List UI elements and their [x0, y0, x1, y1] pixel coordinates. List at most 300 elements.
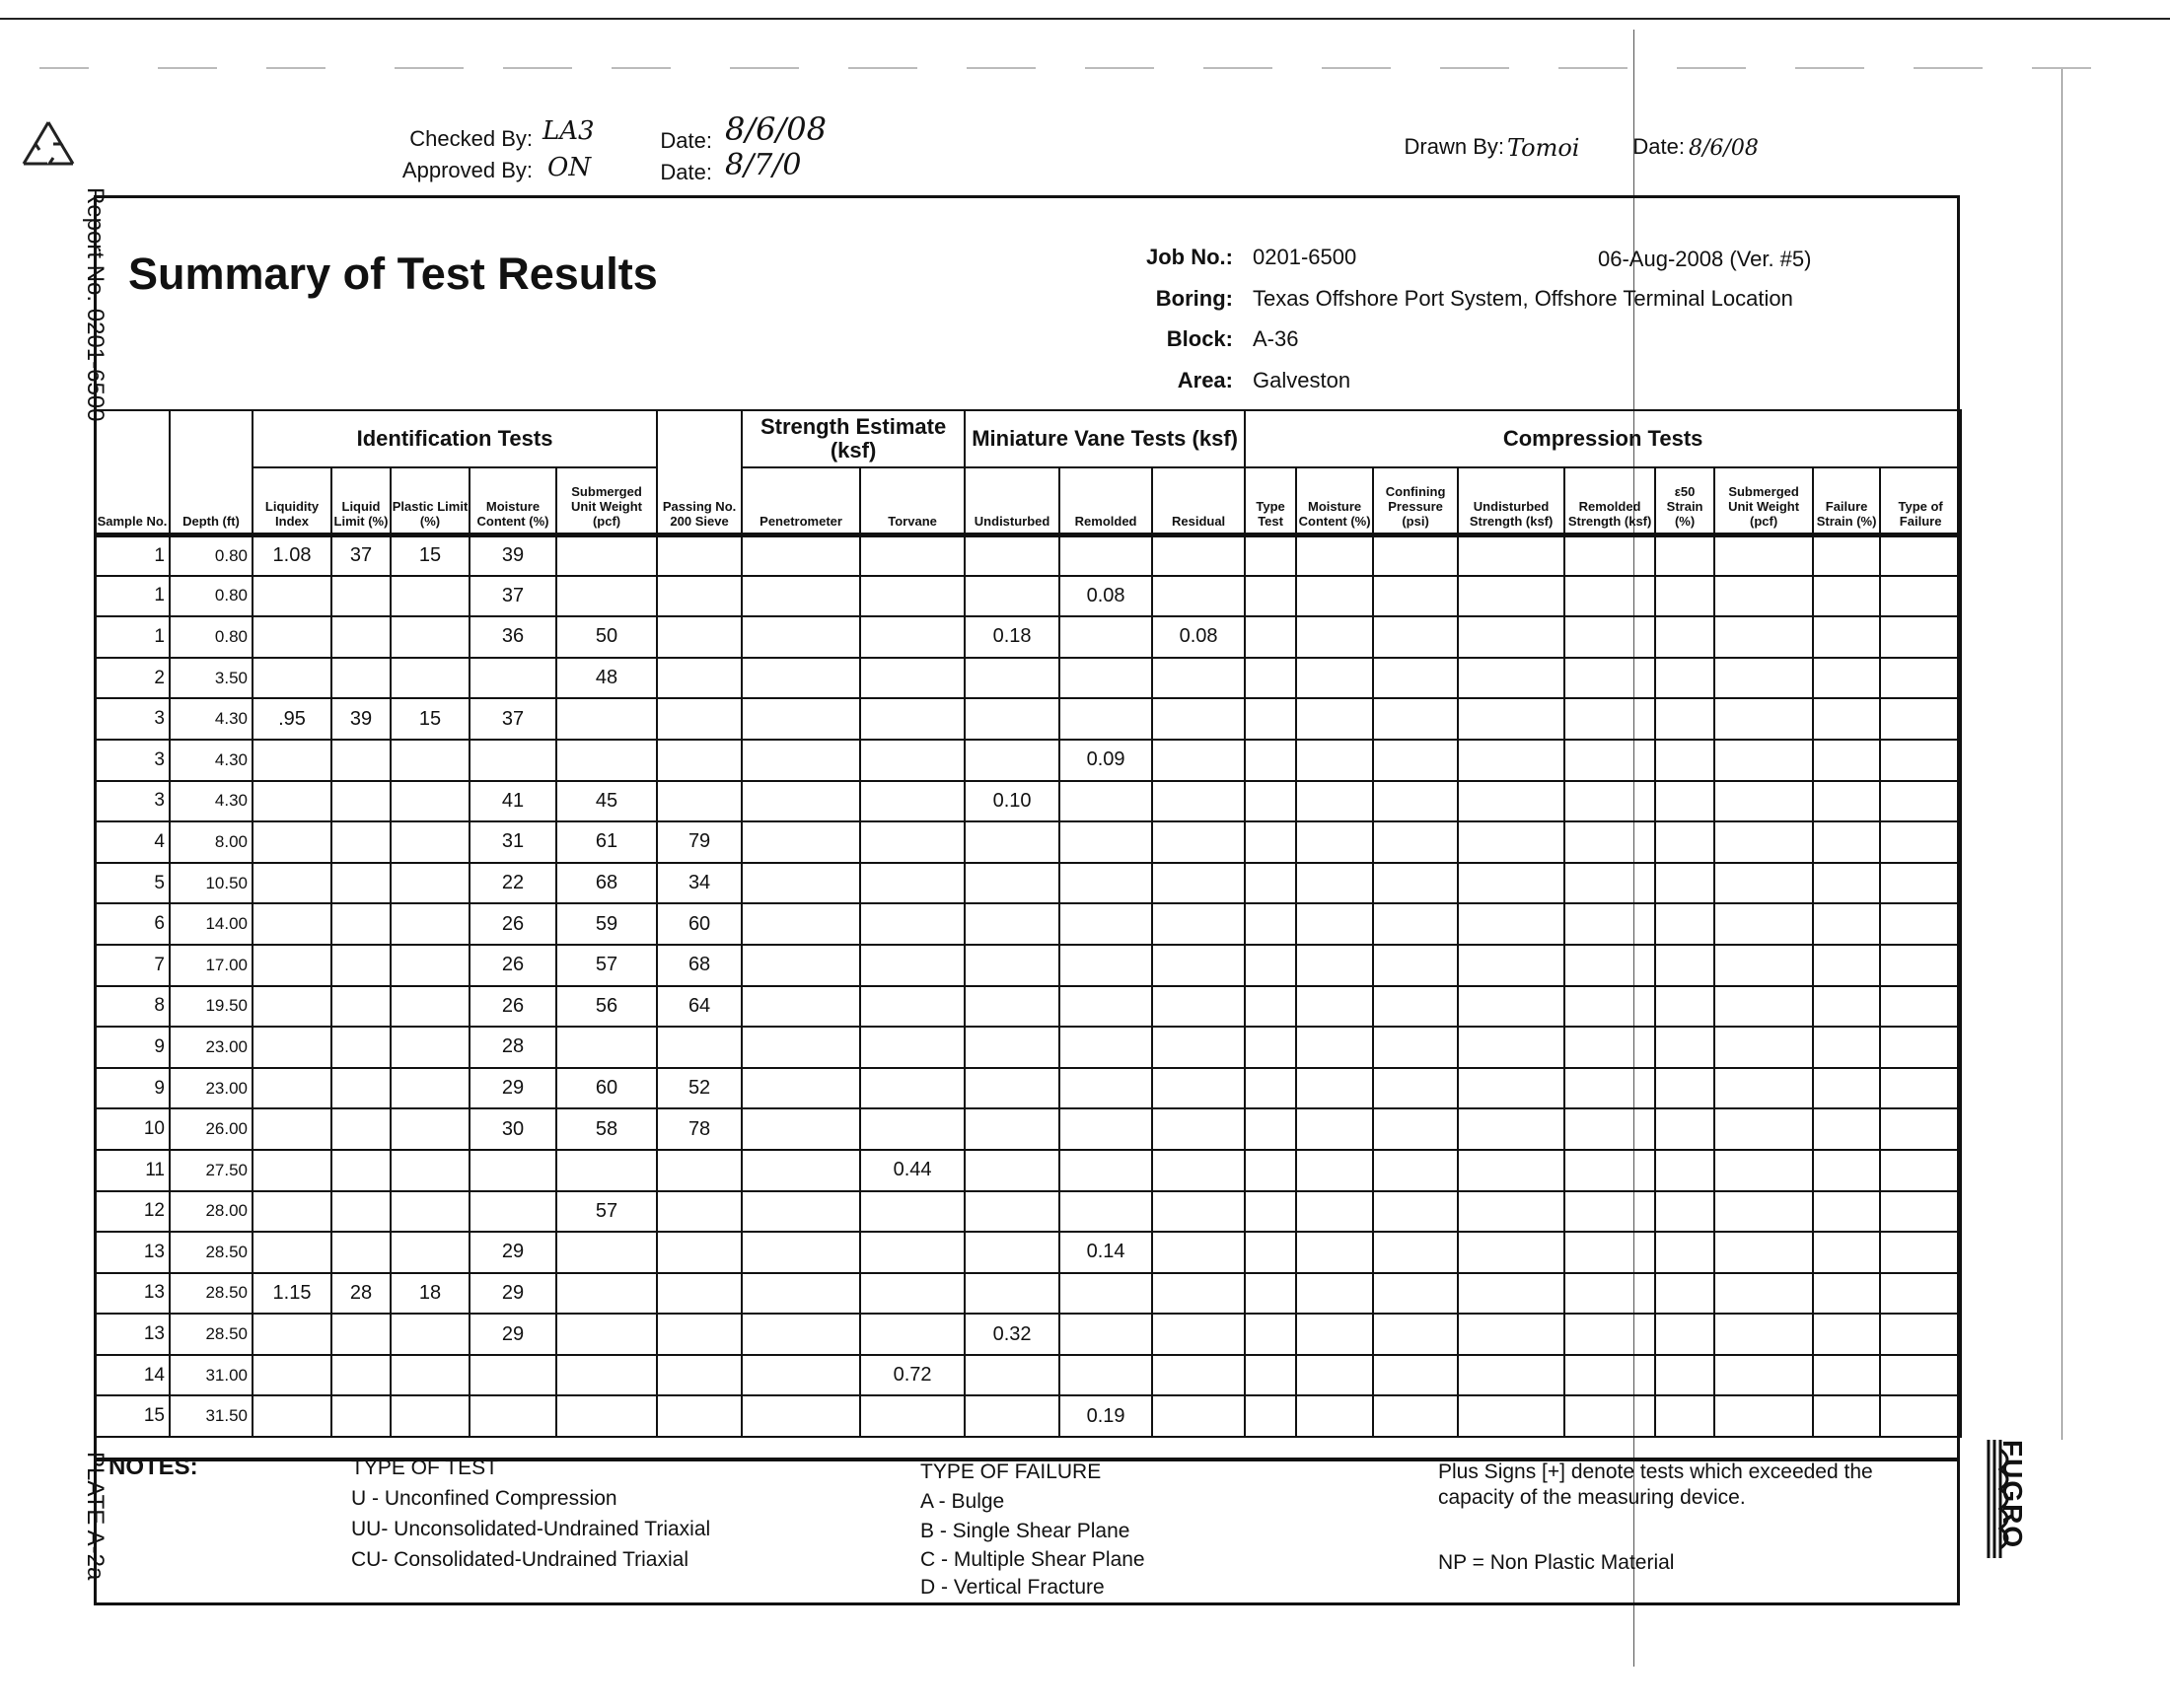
table-cell [1458, 1355, 1564, 1396]
table-cell [1373, 616, 1458, 658]
table-cell [1813, 903, 1880, 945]
table-cell: 59 [556, 903, 657, 945]
table-cell [965, 1108, 1059, 1150]
table-cell [1564, 1273, 1655, 1315]
table-row [95, 1068, 1961, 1109]
table-cell: 28.00 [170, 1191, 253, 1233]
table-row [95, 1108, 1961, 1150]
table-cell: 0.32 [965, 1314, 1059, 1355]
table-cell: 1 [95, 576, 170, 617]
table-cell: 0.14 [1059, 1232, 1152, 1273]
table-cell [1564, 616, 1655, 658]
table-cell: 9 [95, 1068, 170, 1109]
approved-by-label: Approved By: [401, 158, 533, 182]
table-cell: 28 [331, 1273, 391, 1315]
table-cell [1373, 1232, 1458, 1273]
table-cell [1714, 1273, 1813, 1315]
table-cell [1458, 945, 1564, 986]
table-cell: 2 [95, 658, 170, 699]
table-cell [253, 781, 331, 822]
table-cell [1296, 1027, 1373, 1068]
table-cell [1655, 821, 1714, 863]
table-cell [1880, 781, 1961, 822]
table-cell [1245, 781, 1296, 822]
table-cell [1880, 1355, 1961, 1396]
table-row [95, 1395, 1961, 1437]
table-cell [331, 740, 391, 781]
table-cell [1458, 1273, 1564, 1315]
table-cell [1245, 1068, 1296, 1109]
table-cell [1714, 903, 1813, 945]
table-cell [1373, 781, 1458, 822]
table-cell [1458, 821, 1564, 863]
table-cell [657, 740, 742, 781]
job-no-label: Job No.: [1146, 245, 1233, 269]
table-cell [1655, 1068, 1714, 1109]
table-cell: 28.50 [170, 1232, 253, 1273]
table-cell: 15 [391, 698, 470, 740]
table-cell [1059, 1273, 1152, 1315]
table-cell: 13 [95, 1314, 170, 1355]
plus-signs-note: Plus Signs [+] denote tests which exceeded the capacity of the measuring device. [1438, 1460, 1873, 1509]
table-cell [1373, 740, 1458, 781]
table-cell [1296, 658, 1373, 699]
table-cell [1880, 863, 1961, 904]
table-cell [965, 576, 1059, 617]
table-cell [1152, 1314, 1245, 1355]
col-header-penetrometer: Penetrometer [742, 467, 860, 534]
table-cell: 79 [657, 821, 742, 863]
table-cell [1373, 658, 1458, 699]
table-cell: 28.50 [170, 1314, 253, 1355]
table-cell [253, 576, 331, 617]
table-cell [331, 781, 391, 822]
table-cell: 29 [470, 1314, 556, 1355]
group-compression-tests: Compression Tests [1245, 410, 1961, 467]
table-cell: 41 [470, 781, 556, 822]
table-cell [556, 1355, 657, 1396]
table-cell: 68 [657, 945, 742, 986]
table-cell [1373, 945, 1458, 986]
table-cell [1373, 1150, 1458, 1191]
group-miniature-vane-tests: Miniature Vane Tests (ksf) [965, 410, 1245, 467]
table-cell: 29 [470, 1068, 556, 1109]
table-row [95, 1314, 1961, 1355]
table-cell [1813, 576, 1880, 617]
table-cell [1714, 1395, 1813, 1437]
table-cell [742, 1395, 860, 1437]
table-cell [253, 1027, 331, 1068]
table-cell [1714, 945, 1813, 986]
table-cell [657, 1191, 742, 1233]
table-cell [1373, 1108, 1458, 1150]
table-row [95, 781, 1961, 822]
table-cell [391, 1395, 470, 1437]
table-cell: .95 [253, 698, 331, 740]
table-cell [556, 1395, 657, 1437]
table-cell [1296, 1395, 1373, 1437]
table-cell [860, 1068, 965, 1109]
table-cell [1655, 1191, 1714, 1233]
table-cell [253, 1191, 331, 1233]
table-cell [1059, 658, 1152, 699]
table-cell [1564, 1395, 1655, 1437]
table-cell [860, 821, 965, 863]
table-cell [1296, 576, 1373, 617]
table-cell [1880, 1027, 1961, 1068]
table-cell [1245, 534, 1296, 576]
table-cell [391, 781, 470, 822]
table-cell: 8.00 [170, 821, 253, 863]
table-cell [965, 1191, 1059, 1233]
block-label: Block: [1166, 326, 1233, 351]
table-cell [1296, 698, 1373, 740]
table-cell: 4.30 [170, 698, 253, 740]
date-label-2: Date: [660, 160, 712, 184]
table-cell [253, 1232, 331, 1273]
table-cell: 1.15 [253, 1273, 331, 1315]
table-cell [965, 534, 1059, 576]
table-cell [1245, 863, 1296, 904]
table-cell [1564, 1150, 1655, 1191]
table-cell: 13 [95, 1273, 170, 1315]
top-rule [0, 18, 2170, 20]
table-cell [1880, 1273, 1961, 1315]
table-cell [1152, 903, 1245, 945]
table-cell: 0.44 [860, 1150, 965, 1191]
table-cell [556, 698, 657, 740]
table-cell [331, 1395, 391, 1437]
table-cell [253, 658, 331, 699]
table-cell: 15 [95, 1395, 170, 1437]
table-row [95, 863, 1961, 904]
table-cell: 50 [556, 616, 657, 658]
table-cell [1655, 658, 1714, 699]
table-cell [742, 1314, 860, 1355]
table-cell [1296, 1150, 1373, 1191]
table-cell [860, 1191, 965, 1233]
table-cell [1296, 1355, 1373, 1396]
table-cell [965, 1232, 1059, 1273]
table-cell: 22 [470, 863, 556, 904]
table-cell [1564, 821, 1655, 863]
table-cell: 26 [470, 986, 556, 1028]
date-value-3: 8/6/08 [1689, 136, 1759, 161]
table-cell [1059, 863, 1152, 904]
table-cell [1373, 1068, 1458, 1109]
table-cell [1880, 1068, 1961, 1109]
table-cell: 52 [657, 1068, 742, 1109]
table-cell [860, 1314, 965, 1355]
table-cell [965, 945, 1059, 986]
table-cell: 0.18 [965, 616, 1059, 658]
table-cell [1296, 781, 1373, 822]
date-label-3: Date: [1632, 134, 1685, 159]
table-cell [1245, 1232, 1296, 1273]
table-cell [1813, 821, 1880, 863]
table-cell [391, 821, 470, 863]
table-cell: 58 [556, 1108, 657, 1150]
table-cell [860, 1027, 965, 1068]
table-cell [1813, 1150, 1880, 1191]
table-cell [1714, 740, 1813, 781]
notes-title: NOTES: [108, 1454, 198, 1480]
table-cell [860, 986, 965, 1028]
table-cell [1458, 534, 1564, 576]
table-cell [1880, 903, 1961, 945]
table-cell: 3.50 [170, 658, 253, 699]
table-cell [253, 903, 331, 945]
table-cell [331, 903, 391, 945]
table-cell: 45 [556, 781, 657, 822]
table-cell [657, 1314, 742, 1355]
table-cell [1373, 903, 1458, 945]
table-cell [1564, 1108, 1655, 1150]
table-cell [1152, 1232, 1245, 1273]
table-cell [1373, 863, 1458, 904]
table-row [95, 1355, 1961, 1396]
table-cell [1655, 781, 1714, 822]
table-cell [1458, 863, 1564, 904]
col-header-comp-submerged-unit-weight: Submerged Unit Weight (pcf) [1714, 467, 1813, 534]
table-cell [657, 1232, 742, 1273]
table-cell: 0.80 [170, 576, 253, 617]
table-cell [391, 945, 470, 986]
table-cell [742, 1108, 860, 1150]
table-cell [470, 1191, 556, 1233]
table-column-header-row [95, 467, 1961, 534]
table-cell [965, 821, 1059, 863]
table-cell [965, 658, 1059, 699]
table-cell [1152, 1027, 1245, 1068]
table-cell: 78 [657, 1108, 742, 1150]
area-value: Galveston [1253, 368, 1351, 392]
type-of-failure-item: B - Single Shear Plane [920, 1520, 1130, 1542]
table-cell [470, 658, 556, 699]
table-cell [1655, 534, 1714, 576]
table-cell [1296, 740, 1373, 781]
table-cell [1564, 1314, 1655, 1355]
table-cell [742, 863, 860, 904]
table-cell [860, 658, 965, 699]
table-cell [1880, 698, 1961, 740]
table-cell: 68 [556, 863, 657, 904]
table-cell [1714, 1314, 1813, 1355]
table-cell [657, 658, 742, 699]
table-cell [1152, 1273, 1245, 1315]
table-cell [1880, 576, 1961, 617]
table-cell [1059, 1068, 1152, 1109]
table-cell [1880, 945, 1961, 986]
table-cell [391, 1068, 470, 1109]
group-identification-tests: Identification Tests [253, 410, 657, 467]
date-value-1: 8/6/08 [725, 110, 827, 148]
table-cell [657, 1355, 742, 1396]
table-cell: 8 [95, 986, 170, 1028]
col-header-passing-200: Passing No. 200 Sieve [657, 410, 742, 534]
job-no-value: 0201-6500 [1253, 245, 1357, 269]
table-cell [860, 1273, 965, 1315]
table-cell [1059, 1314, 1152, 1355]
date-version: 06-Aug-2008 (Ver. #5) [1598, 247, 1812, 271]
table-cell [860, 945, 965, 986]
table-cell: 34 [657, 863, 742, 904]
table-cell: 0.10 [965, 781, 1059, 822]
table-cell [1458, 1232, 1564, 1273]
table-cell [253, 863, 331, 904]
table-cell [657, 698, 742, 740]
table-cell [742, 1232, 860, 1273]
table-cell [860, 698, 965, 740]
boring-value: Texas Offshore Port System, Offshore Terminal Location [1253, 286, 1793, 311]
table-row [95, 1150, 1961, 1191]
table-cell: 37 [331, 534, 391, 576]
table-cell [1813, 616, 1880, 658]
table-cell [1152, 863, 1245, 904]
table-cell [1296, 534, 1373, 576]
table-cell [1813, 1232, 1880, 1273]
table-cell [1714, 781, 1813, 822]
table-cell: 36 [470, 616, 556, 658]
table-cell [391, 986, 470, 1028]
table-cell [1655, 1108, 1714, 1150]
table-cell [331, 945, 391, 986]
table-cell [391, 1191, 470, 1233]
table-cell: 61 [556, 821, 657, 863]
table-cell [657, 1395, 742, 1437]
table-cell [860, 576, 965, 617]
type-of-failure-title: TYPE OF FAILURE [920, 1460, 1102, 1483]
table-cell [1655, 1355, 1714, 1396]
table-cell [470, 740, 556, 781]
table-cell [1655, 740, 1714, 781]
col-header-remolded: Remolded [1059, 467, 1152, 534]
type-of-test-title: TYPE OF TEST [351, 1457, 498, 1479]
table-cell [1813, 740, 1880, 781]
table-cell [1458, 576, 1564, 617]
type-of-test-item: UU- Unconsolidated-Undrained Triaxial [351, 1518, 711, 1540]
table-row [95, 1191, 1961, 1233]
table-cell [1373, 576, 1458, 617]
table-cell [860, 1395, 965, 1437]
table-cell [1458, 1314, 1564, 1355]
table-cell [1245, 1108, 1296, 1150]
table-cell: 13 [95, 1232, 170, 1273]
table-cell [1813, 534, 1880, 576]
table-cell [391, 863, 470, 904]
table-cell [1880, 986, 1961, 1028]
table-cell [657, 576, 742, 617]
table-cell [1813, 781, 1880, 822]
table-cell [331, 1027, 391, 1068]
table-cell [1655, 1150, 1714, 1191]
col-header-type-test: Type Test [1245, 467, 1296, 534]
table-cell [1880, 616, 1961, 658]
table-cell [1655, 863, 1714, 904]
table-cell [965, 986, 1059, 1028]
table-cell [1813, 1191, 1880, 1233]
table-group-header-row [95, 410, 1961, 467]
table-row [95, 616, 1961, 658]
table-cell [331, 1314, 391, 1355]
table-cell [1296, 863, 1373, 904]
table-cell: 10 [95, 1108, 170, 1150]
table-row [95, 1273, 1961, 1315]
table-cell [1880, 1150, 1961, 1191]
table-cell [1714, 1355, 1813, 1396]
table-cell [1373, 1355, 1458, 1396]
table-cell [1714, 616, 1813, 658]
table-cell: 23.00 [170, 1027, 253, 1068]
table-cell [1296, 616, 1373, 658]
table-cell [556, 1273, 657, 1315]
table-cell: 9 [95, 1027, 170, 1068]
col-header-type-of-failure: Type of Failure [1880, 467, 1961, 534]
table-cell: 12 [95, 1191, 170, 1233]
table-cell [742, 616, 860, 658]
table-cell: 0.72 [860, 1355, 965, 1396]
table-cell [1152, 740, 1245, 781]
table-cell [1655, 1273, 1714, 1315]
table-row [95, 698, 1961, 740]
table-cell: 0.19 [1059, 1395, 1152, 1437]
table-cell [1152, 1395, 1245, 1437]
table-cell: 14.00 [170, 903, 253, 945]
table-row [95, 986, 1961, 1028]
table-cell: 10.50 [170, 863, 253, 904]
table-cell [1152, 781, 1245, 822]
table-cell: 60 [556, 1068, 657, 1109]
table-cell [1655, 1314, 1714, 1355]
table-cell [1296, 1191, 1373, 1233]
table-cell: 15 [391, 534, 470, 576]
table-row [95, 945, 1961, 986]
table-cell: 18 [391, 1273, 470, 1315]
table-cell [391, 740, 470, 781]
table-cell [965, 903, 1059, 945]
table-cell [391, 616, 470, 658]
table-cell [1152, 986, 1245, 1028]
table-cell: 1 [95, 534, 170, 576]
table-cell: 4 [95, 821, 170, 863]
table-row [95, 740, 1961, 781]
table-cell [1373, 1314, 1458, 1355]
table-cell: 56 [556, 986, 657, 1028]
table-cell [1245, 1191, 1296, 1233]
col-header-torvane: Torvane [860, 467, 965, 534]
table-cell [1880, 740, 1961, 781]
table-cell [1373, 821, 1458, 863]
table-cell [1059, 616, 1152, 658]
table-cell: 26.00 [170, 1108, 253, 1150]
table-cell [1245, 1150, 1296, 1191]
col-header-comp-moisture-content: Moisture Content (%) [1296, 467, 1373, 534]
table-cell [331, 1232, 391, 1273]
table-cell [1152, 534, 1245, 576]
table-cell [331, 821, 391, 863]
table-row [95, 1027, 1961, 1068]
table-cell [556, 740, 657, 781]
table-cell [1059, 986, 1152, 1028]
date-value-2: 8/7/0 [725, 148, 802, 182]
table-cell [253, 986, 331, 1028]
type-of-test-item: U - Unconfined Compression [351, 1487, 617, 1510]
table-cell [1564, 698, 1655, 740]
table-cell: 5 [95, 863, 170, 904]
table-cell [331, 576, 391, 617]
table-cell: 28.50 [170, 1273, 253, 1315]
table-cell: 19.50 [170, 986, 253, 1028]
